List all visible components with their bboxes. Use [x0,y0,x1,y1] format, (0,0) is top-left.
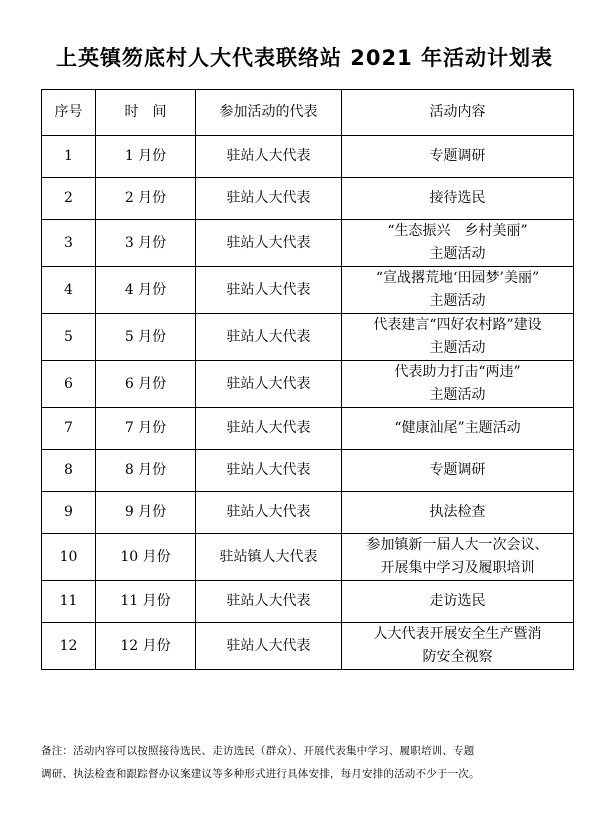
table-row [42,314,574,361]
row-content [342,361,574,408]
row-no: 2 [42,178,96,220]
table-row [42,361,574,408]
row-time: 2 月份 [96,178,196,220]
content-line: 主题活动 [429,340,486,356]
row-content [342,492,574,534]
row-no: 1 [42,136,96,178]
row-time: 3 月份 [96,220,196,267]
content-line: 专题调研 [429,148,486,164]
table-row [42,450,574,492]
row-representatives: 驻站镇人大代表 [196,534,342,581]
table-row [42,267,574,314]
content-line: 人大代表开展安全生产暨消 [373,626,542,642]
row-representatives: 驻站人大代表 [196,178,342,220]
content-line: 代表助力打击“两违” [394,364,521,380]
row-no: 11 [42,581,96,623]
footnote [41,740,575,786]
row-no: 10 [42,534,96,581]
row-representatives: 驻站人大代表 [196,581,342,623]
row-content [342,623,574,670]
row-content [342,581,574,623]
row-time: 8 月份 [96,450,196,492]
content-line: 接待选民 [429,190,486,206]
row-content [342,534,574,581]
content-line: 参加镇新一届人大一次会议、 [366,537,549,553]
row-representatives: 驻站人大代表 [196,267,342,314]
activity-plan-table [41,89,574,670]
row-no: 9 [42,492,96,534]
document-title: 上英镇笏底村人大代表联络站 2021 年活动计划表 [55,46,554,70]
row-time: 10 月份 [96,534,196,581]
table-row [42,492,574,534]
row-representatives: 驻站人大代表 [196,408,342,450]
content-line: 主题活动 [429,387,486,403]
table-row [42,623,574,670]
table-row [42,220,574,267]
header-no: 序号 [42,90,96,136]
footnote-line: 备注：活动内容可以按照接待选民、走访选民（群众）、开展代表集中学习、履职培训、专题 [41,745,475,757]
content-line: 走访选民 [429,593,486,609]
row-no: 12 [42,623,96,670]
content-line: 主题活动 [429,293,486,309]
row-representatives: 驻站人大代表 [196,361,342,408]
content-line: “宣战撂荒地‘田园梦’美丽” [375,270,540,286]
content-line: “生态振兴 乡村美丽” [387,223,528,239]
row-time: 7 月份 [96,408,196,450]
content-line: 代表建言“四好农村路”建设 [373,317,542,333]
row-no: 3 [42,220,96,267]
row-time: 12 月份 [96,623,196,670]
row-time: 9 月份 [96,492,196,534]
row-no: 7 [42,408,96,450]
row-content [342,408,574,450]
row-no: 4 [42,267,96,314]
row-time: 4 月份 [96,267,196,314]
content-line: 主题活动 [429,246,486,262]
header-content: 活动内容 [342,90,574,136]
table-header-row [42,90,574,136]
content-line: “健康汕尾”主题活动 [394,420,521,436]
table-row [42,534,574,581]
table-row [42,408,574,450]
row-representatives: 驻站人大代表 [196,492,342,534]
row-content [342,220,574,267]
row-content [342,314,574,361]
row-representatives: 驻站人大代表 [196,314,342,361]
content-line: 执法检查 [429,504,486,520]
content-line: 防安全视察 [422,649,493,665]
content-line: 专题调研 [429,462,486,478]
row-no: 8 [42,450,96,492]
row-no: 5 [42,314,96,361]
header-time: 时 间 [96,90,196,136]
table-row [42,136,574,178]
row-time: 11 月份 [96,581,196,623]
row-time: 5 月份 [96,314,196,361]
row-representatives: 驻站人大代表 [196,450,342,492]
table-row [42,178,574,220]
content-line: 开展集中学习及履职培训 [380,560,535,576]
row-content [342,178,574,220]
row-content [342,450,574,492]
header-representatives: 参加活动的代表 [196,90,342,136]
row-content [342,136,574,178]
footnote-line: 调研、执法检查和跟踪督办议案建议等多种形式进行具体安排，每月安排的活动不少于一次。 [41,768,480,780]
row-time: 1 月份 [96,136,196,178]
row-time: 6 月份 [96,361,196,408]
row-representatives: 驻站人大代表 [196,623,342,670]
table-row [42,581,574,623]
row-no: 6 [42,361,96,408]
row-representatives: 驻站人大代表 [196,136,342,178]
row-representatives: 驻站人大代表 [196,220,342,267]
row-content [342,267,574,314]
